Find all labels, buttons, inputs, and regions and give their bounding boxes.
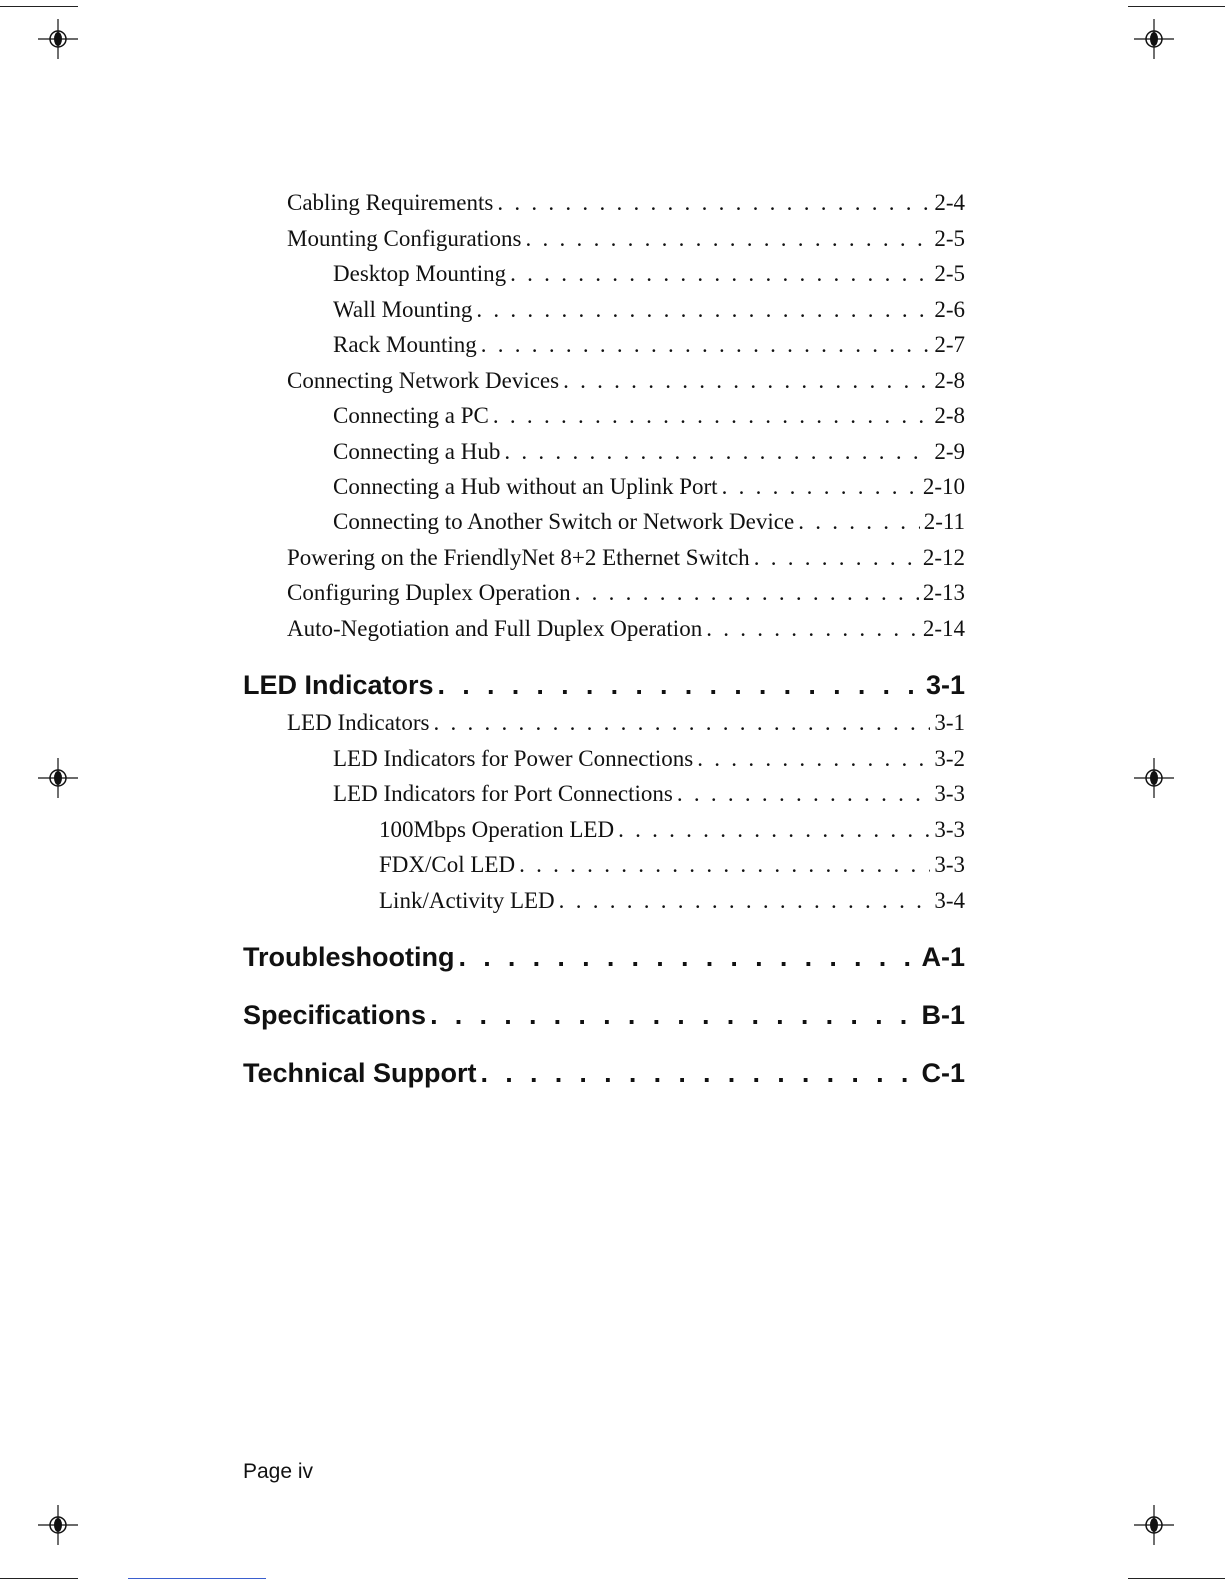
toc-entry [287,226,965,252]
crop-line [0,1578,78,1579]
toc-entry [333,439,965,465]
toc-entry-page: 3-1 [934,710,965,735]
toc-entry [379,817,965,843]
toc-chapter-page: 3-1 [925,670,965,700]
toc-entry-page: 2-7 [934,332,965,357]
toc-entry-title: Configuring Duplex Operation [287,580,571,605]
toc-entry-page: 2-5 [934,226,965,251]
toc-chapter [243,670,965,701]
toc-entry [333,746,965,772]
dot-leader [510,261,930,287]
toc-entry [333,509,965,535]
dot-leader [438,670,922,701]
toc-entry-title: Cabling Requirements [287,190,494,215]
dot-leader [677,781,931,807]
dot-leader [798,509,920,535]
toc-entry [287,580,965,606]
dot-leader [722,474,919,500]
toc-entry-page: 2-11 [923,509,965,534]
toc-chapter [243,942,965,973]
dot-leader [697,746,930,772]
dot-leader [476,297,930,323]
toc-entry-title: Connecting a Hub without an Uplink Port [333,474,718,499]
registration-mark-icon [1134,19,1174,59]
toc-entry [287,710,965,736]
toc-chapter [243,1000,965,1031]
toc-entry [333,297,965,323]
toc-entry-page: 2-9 [934,439,965,464]
toc-chapter-page: A-1 [921,942,965,972]
toc-entry-page: 3-2 [934,746,965,771]
toc-entry-page: 3-3 [934,817,965,842]
toc-entry-title: 100Mbps Operation LED [379,817,615,842]
toc-entry [287,190,965,216]
registration-mark-icon [38,1505,78,1545]
dot-leader [563,368,930,394]
dot-leader [559,888,931,914]
crop-line [128,1578,266,1579]
toc-chapter-page: B-1 [921,1000,965,1030]
registration-mark-icon [1134,758,1174,798]
toc-entry-title: LED Indicators for Power Connections [333,746,694,771]
toc-entry-title: Powering on the FriendlyNet 8+2 Ethernet Switch [287,545,750,570]
crop-line [0,6,78,7]
dot-leader [618,817,930,843]
toc-entry-page: 2-14 [922,616,965,641]
dot-leader [754,545,919,571]
dot-leader [430,1000,917,1031]
dot-leader [458,942,917,973]
toc-entry [333,403,965,429]
crop-line [1128,1578,1225,1579]
page-footer: Page iv [243,1460,314,1483]
dot-leader [504,439,930,465]
toc-entry [287,616,965,642]
toc-entry [333,474,965,500]
dot-leader [481,332,931,358]
crop-line [1128,6,1225,7]
toc-entry-page: 2-12 [922,545,965,570]
toc-entry-page: 2-13 [922,580,965,605]
toc-chapter-title: Specifications [243,1000,427,1030]
toc-entry-title: Connecting a PC [333,403,489,428]
toc-entry-page: 2-6 [934,297,965,322]
toc-entry-title: Wall Mounting [333,297,473,322]
dot-leader [575,580,919,606]
toc-entry-title: Mounting Configurations [287,226,522,251]
registration-mark-icon [1134,1505,1174,1545]
toc-entry-page: 3-3 [934,852,965,877]
toc-entry [379,852,965,878]
toc-entry-page: 2-8 [934,403,965,428]
toc-entry [287,545,965,571]
toc-entry-title: Desktop Mounting [333,261,507,286]
dot-leader [525,226,930,252]
toc-entry-page: 2-4 [934,190,965,215]
toc-entry-title: FDX/Col LED [379,852,516,877]
toc-entry-title: Connecting Network Devices [287,368,560,393]
toc-entry-page: 2-5 [934,261,965,286]
toc-chapter-title: Technical Support [243,1058,477,1088]
toc-entry-title: Rack Mounting [333,332,477,357]
toc-entry-page: 2-10 [922,474,965,499]
toc-entry-page: 3-4 [934,888,965,913]
toc-entry-page: 3-3 [934,781,965,806]
toc-entry [333,261,965,287]
toc-chapter-page: C-1 [921,1058,965,1088]
toc-entry [333,332,965,358]
dot-leader [481,1058,918,1089]
dot-leader [433,710,930,736]
dot-leader [497,190,930,216]
toc-entry-title: LED Indicators for Port Connections [333,781,673,806]
registration-mark-icon [38,758,78,798]
toc-chapter [243,1058,965,1089]
toc-entry [333,781,965,807]
dot-leader [706,616,919,642]
toc-entry-title: Auto-Negotiation and Full Duplex Operation [287,616,703,641]
toc-entry [287,368,965,394]
toc-chapter-title: LED Indicators [243,670,434,700]
toc-entry-title: Connecting a Hub [333,439,501,464]
toc-chapter-title: Troubleshooting [243,942,455,972]
registration-mark-icon [38,19,78,59]
dot-leader [493,403,930,429]
toc-entry-title: Connecting to Another Switch or Network Device [333,509,795,534]
toc-entry [379,888,965,914]
dot-leader [519,852,930,878]
toc-entry-page: 2-8 [934,368,965,393]
toc-entry-title: LED Indicators [287,710,430,735]
toc-entry-title: Link/Activity LED [379,888,555,913]
